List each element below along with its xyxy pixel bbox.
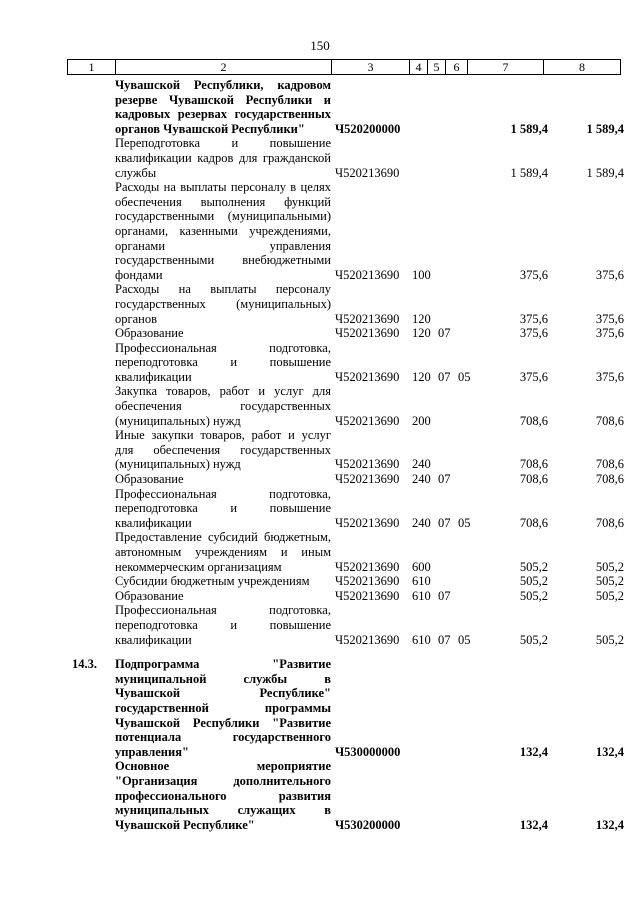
cell-code: Ч520213690 [335,632,400,647]
cell-name: Переподготовка и повышение квалификации кадров для гражданской службы [115,136,331,180]
cell-vr: 240 [412,515,431,530]
cell-name: Профессиональная подготовка, переподготовка и повышение квалификации [115,340,331,384]
cell-name: Образование [115,588,184,603]
cell-name: Расходы на выплаты персоналу государственных (муниципальных) органов [115,282,331,326]
header-col-3: 3 [332,60,410,75]
cell-pr: 05 [458,369,471,384]
cell-v8: 505,2 [595,588,624,603]
cell-rz: 07 [438,326,451,341]
cell-name: Профессиональная подготовка, переподготовка и повышение квалификации [115,603,331,647]
table-row [67,657,624,759]
cell-v8: 708,6 [595,457,624,472]
cell-v7: 708,6 [519,472,548,487]
cell-vr: 600 [412,559,431,574]
cell-v8: 132,4 [595,817,624,832]
cell-rz: 07 [438,632,451,647]
cell-v7: 375,6 [519,326,548,341]
cell-code: Ч520213690 [335,326,400,341]
cell-num: 14.3. [72,657,97,672]
cell-vr: 120 [412,369,431,384]
cell-name: Чувашской Республики, кадровом резерве Чувашской Республики и кадровых резервах государственных органов Чувашской Республики" [115,78,331,136]
cell-vr: 610 [412,632,431,647]
cell-pr: 05 [458,632,471,647]
table-row [67,282,624,326]
table-row [67,428,624,472]
cell-name: Образование [115,472,184,487]
header-col-1: 1 [68,60,116,75]
cell-name: Закупка товаров, работ и услуг для обеспечения государственных (муниципальных) нужд [115,384,331,428]
table-header [67,59,621,75]
cell-name: Профессиональная подготовка, переподготовка и повышение квалификации [115,486,331,530]
cell-v7: 505,2 [519,574,548,589]
cell-code: Ч520213690 [335,311,400,326]
cell-vr: 200 [412,413,431,428]
table-body [67,78,624,832]
cell-v7: 375,6 [519,369,548,384]
header-col-6: 6 [446,60,468,75]
cell-v7: 708,6 [519,515,548,530]
cell-v8: 708,6 [595,515,624,530]
header-col-2: 2 [116,60,332,75]
cell-code: Ч520213690 [335,574,400,589]
cell-v7: 375,6 [519,267,548,282]
cell-vr: 120 [412,326,431,341]
cell-name: Подпрограмма "Развитие муниципальной службы в Чувашской Республике" государственной программы Чувашской Республики "Развитие потенциала государственного управления" [115,657,331,759]
cell-v8: 505,2 [595,632,624,647]
cell-v8: 375,6 [595,311,624,326]
cell-v8: 375,6 [595,369,624,384]
cell-name: Расходы на выплаты персоналу в целях обеспечения выполнения функций государственными (муниципальными) органами, казенными учреждениями, органами управления государственными внебюджетными фондами [115,180,331,282]
cell-name: Субсидии бюджетным учреждениям [115,574,310,589]
cell-rz: 07 [438,588,451,603]
cell-v8: 1 589,4 [586,121,624,136]
cell-code: Ч520213690 [335,559,400,574]
cell-vr: 240 [412,457,431,472]
table-row [67,326,624,341]
table-row [67,530,624,574]
cell-v7: 505,2 [519,588,548,603]
cell-code: Ч520213690 [335,588,400,603]
cell-v8: 375,6 [595,326,624,341]
cell-v7: 505,2 [519,632,548,647]
cell-code: Ч520213690 [335,165,400,180]
cell-code: Ч520213690 [335,457,400,472]
table-row [67,136,624,180]
table-row [67,384,624,428]
cell-code: Ч530000000 [335,744,401,759]
cell-name: Предоставление субсидий бюджетным, автономным учреждениям и иным некоммерческим организациям [115,530,331,574]
table-row [67,340,624,385]
table-row [67,472,624,487]
cell-v7: 505,2 [519,559,548,574]
header-col-8: 8 [544,60,621,75]
cell-v7: 708,6 [519,413,548,428]
page-number: 150 [310,38,330,53]
header-col-4: 4 [410,60,428,75]
cell-v7: 132,4 [519,744,548,759]
cell-rz: 07 [438,515,451,530]
cell-v8: 375,6 [595,267,624,282]
header-col-7: 7 [468,60,544,75]
cell-v8: 1 589,4 [586,165,624,180]
cell-code: Ч520213690 [335,267,400,282]
table-row [67,78,624,136]
cell-code: Ч520200000 [335,121,401,136]
header-col-5: 5 [428,60,446,75]
cell-code: Ч520213690 [335,515,400,530]
cell-vr: 100 [412,267,431,282]
cell-name: Основное мероприятие "Организация дополнительного профессионального развития муниципальных служащих в Чувашской Республике" [115,759,331,832]
table-row [67,574,624,589]
cell-rz: 07 [438,369,451,384]
table-row [67,180,624,282]
table-row [67,486,624,531]
row-spacer [67,647,620,657]
cell-v8: 505,2 [595,559,624,574]
cell-v7: 132,4 [519,817,548,832]
cell-vr: 610 [412,588,431,603]
cell-v7: 1 589,4 [510,121,548,136]
cell-code: Ч520213690 [335,472,400,487]
cell-pr: 05 [458,515,471,530]
cell-v7: 1 589,4 [510,165,548,180]
table-row [67,759,624,832]
cell-v7: 708,6 [519,457,548,472]
cell-vr: 610 [412,574,431,589]
cell-v8: 132,4 [595,744,624,759]
table-row [67,588,624,604]
cell-code: Ч520213690 [335,413,400,428]
cell-v8: 505,2 [595,574,624,589]
cell-rz: 07 [438,472,451,487]
cell-name: Образование [115,326,184,341]
cell-vr: 120 [412,311,431,326]
cell-name: Иные закупки товаров, работ и услуг для обеспечения государственных (муниципальных) нужд [115,428,331,472]
cell-v8: 708,6 [595,413,624,428]
cell-code: Ч520213690 [335,369,400,384]
cell-v8: 708,6 [595,472,624,487]
cell-vr: 240 [412,472,431,487]
table-row [67,603,624,647]
cell-v7: 375,6 [519,311,548,326]
cell-code: Ч530200000 [335,817,401,832]
